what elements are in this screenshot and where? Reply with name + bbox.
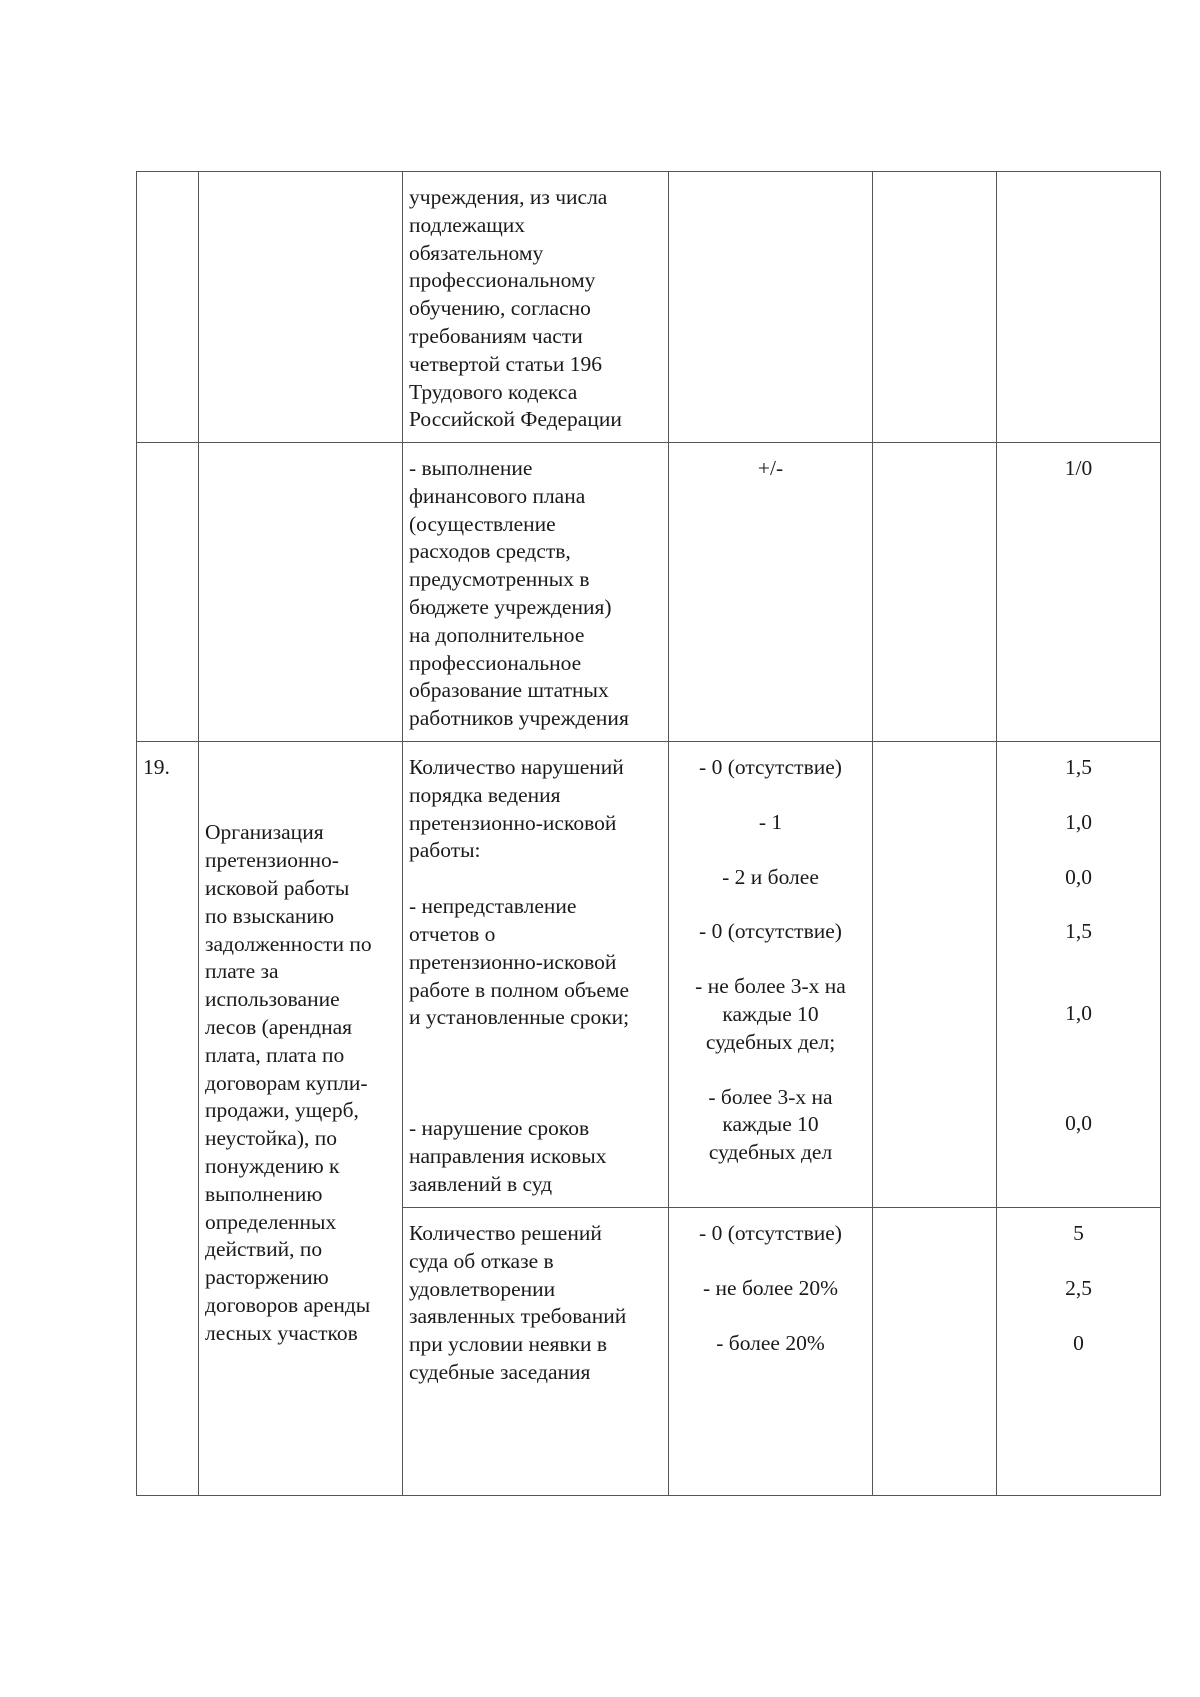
criterion-text: - выполнение финансового плана (осуществление расходов средств, предусмотренных в бюджете учреждения) на дополнительное профессиональное образование штатных работников учреждения	[409, 456, 629, 731]
criterion-text: Количество решений суда об отказе в удовлетворении заявленных требований при условии неявки в судебные заседания	[409, 1221, 627, 1384]
condition-text: - не более 3-х на каждые 10 судебных дел;	[695, 974, 846, 1054]
score-cell	[997, 742, 1161, 1208]
condition-cell	[669, 443, 873, 742]
number-cell	[137, 742, 199, 1496]
title-cell	[199, 172, 403, 443]
score-text: 1,5	[1065, 755, 1092, 779]
condition-text: - более 20%	[716, 1330, 825, 1355]
number-cell	[137, 172, 199, 443]
condition-cell	[669, 172, 873, 443]
table-row	[137, 172, 1161, 443]
criterion-text: - непредставление отчетов о претензионно-исковой работе в полном объеме и установленные сроки;	[409, 894, 630, 1030]
criterion-cell	[403, 443, 669, 742]
score-text: 0,0	[1065, 1110, 1092, 1135]
score-cell	[997, 443, 1161, 742]
score-text: 1,0	[1065, 1001, 1092, 1026]
row-number: 19.	[143, 755, 170, 779]
score-text: 0	[1073, 1330, 1084, 1355]
number-cell	[137, 443, 199, 742]
criterion-text: учреждения, из числа подлежащих обязательному профессиональному обучению, согласно требованиям части четвертой статьи 196 Трудового кодекса Российской Федерации	[409, 185, 622, 432]
score-cell	[997, 172, 1161, 443]
condition-text: +/-	[757, 456, 784, 480]
title-cell	[199, 742, 403, 1496]
condition-text: - 0 (отсутствие)	[699, 919, 842, 944]
score-text: 2,5	[1065, 1275, 1092, 1300]
condition-text: - более 3-х на каждые 10 судебных дел	[708, 1084, 833, 1165]
empty-cell	[873, 172, 997, 443]
empty-cell	[873, 1208, 997, 1496]
condition-text: - 1	[758, 809, 783, 834]
condition-cell	[669, 742, 873, 1208]
condition-text: - 0 (отсутствие)	[699, 1221, 842, 1245]
condition-text: - 2 и более	[722, 864, 819, 889]
condition-text: - 0 (отсутствие)	[699, 755, 842, 779]
score-text: 5	[1073, 1221, 1084, 1245]
table-row	[137, 742, 1161, 1208]
condition-text: - не более 20%	[703, 1275, 838, 1300]
criteria-table	[136, 171, 1161, 1496]
section-title: Организация претензионно- исковой работы по взысканию задолженности по плате за использование лесов (арендная плата, плата по договорам купли- продажи, ущерб, неустойка), по понуждению к выполнению определенных действий, по расторжению договоров аренды лесных участков	[205, 820, 372, 1345]
score-text: 0,0	[1065, 864, 1092, 889]
empty-cell	[873, 742, 997, 1208]
score-text: 1,5	[1065, 919, 1092, 944]
criterion-cell	[403, 742, 669, 1208]
score-cell	[997, 1208, 1161, 1496]
criterion-text: Количество нарушений порядка ведения претензионно-исковой работы:	[409, 755, 624, 863]
empty-cell	[873, 443, 997, 742]
condition-cell	[669, 1208, 873, 1496]
score-text: 1/0	[1064, 456, 1093, 480]
criterion-cell	[403, 1208, 669, 1496]
table-row	[137, 443, 1161, 742]
criterion-text: - нарушение сроков направления исковых заявлений в суд	[409, 1116, 607, 1196]
criterion-cell	[403, 172, 669, 443]
title-cell	[199, 443, 403, 742]
score-text: 1,0	[1065, 809, 1092, 834]
